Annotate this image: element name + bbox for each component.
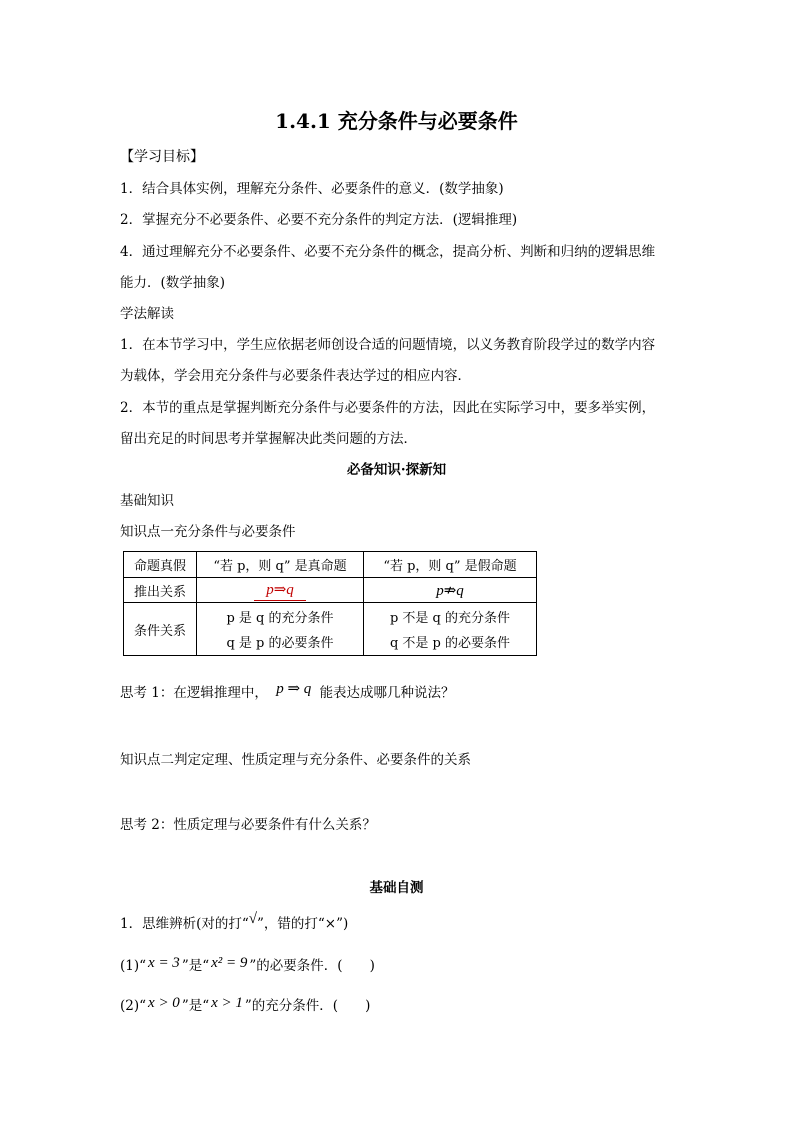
table-cell <box>364 603 537 656</box>
knowledge-point-heading: 知识点一充分条件与必要条件 <box>120 524 296 540</box>
exercise-text: ”的必要条件．( ) <box>249 958 375 974</box>
method-heading: 学法解读 <box>120 306 174 322</box>
objective-item: 1．结合具体实例，理解充分条件、必要条件的意义．(数学抽象) <box>120 181 504 197</box>
not-implies-relation: p⇏q <box>436 582 464 599</box>
think-text: 思考 1：在逻辑推理中， <box>120 685 268 701</box>
objective-item: 能力．(数学抽象) <box>120 275 226 291</box>
formula: x > 0 <box>148 995 180 1011</box>
table-cell <box>364 578 537 603</box>
objective-item: 2．掌握充分不必要条件、必要不充分条件的判定方法．(逻辑推理) <box>120 212 518 228</box>
table-cell: 推出关系 <box>124 578 197 603</box>
table-cell-line: q 不是 p 的必要条件 <box>389 636 511 651</box>
exercise-item <box>120 954 375 975</box>
table-cell-line: p 不是 q 的充分条件 <box>389 611 511 626</box>
implies-relation: p⇒q <box>254 580 306 601</box>
table-cell: “若 p，则 q” 是真命题 <box>197 552 364 578</box>
table-cell-line: p 是 q 的充分条件 <box>226 611 334 626</box>
exercise-text: 1．思维辨析(对的打“ <box>120 916 249 932</box>
table-cell: 条件关系 <box>124 603 197 656</box>
check-mark: √ <box>248 911 257 927</box>
method-line: 为载体，学会用充分条件与必要条件表达学过的相应内容． <box>120 368 471 384</box>
exercise-text: ”是“ <box>181 958 210 974</box>
table-cell <box>197 578 364 603</box>
exercise-text: (1)“ <box>120 958 147 974</box>
exercise-text: ”的充分条件．( ) <box>244 998 371 1014</box>
think-text: 能表达成哪几种说法？ <box>319 685 455 701</box>
table-cell: “若 p，则 q” 是假命题 <box>364 552 537 578</box>
formula: x = 3 <box>148 955 180 971</box>
objectives-heading: 【学习目标】 <box>120 149 204 165</box>
section-heading: 必备知识·探新知 <box>346 462 447 478</box>
page-title: 1.4.1 充分条件与必要条件 <box>275 109 518 133</box>
table-cell <box>197 603 364 656</box>
formula: x > 1 <box>211 995 243 1011</box>
subheading: 基础知识 <box>120 493 174 509</box>
think-question-1 <box>120 681 455 702</box>
exercise-intro <box>120 912 348 933</box>
section-heading: 基础自测 <box>369 880 424 896</box>
think-question-2: 思考 2：性质定理与必要条件有什么关系？ <box>120 817 376 833</box>
table-cell-line: q 是 p 的必要条件 <box>226 636 334 651</box>
method-line: 留出充足的时间思考并掌握解决此类问题的方法． <box>120 431 417 447</box>
method-line: 2．本节的重点是掌握判断充分条件与必要条件的方法，因此在实际学习中，要多举实例， <box>120 400 656 416</box>
knowledge-point-heading: 知识点二判定定理、性质定理与充分条件、必要条件的关系 <box>120 752 471 768</box>
condition-table <box>123 551 537 656</box>
table-cell: 命题真假 <box>124 552 197 578</box>
exercise-text: ”，错的打“×”) <box>257 916 349 932</box>
exercise-item <box>120 994 370 1015</box>
method-line: 1．在本节学习中，学生应依据老师创设合适的问题情境，以义务教育阶段学过的数学内容 <box>120 337 656 353</box>
exercise-text: (2)“ <box>120 998 147 1014</box>
formula: p ⇒ q <box>276 681 312 697</box>
objective-item: 4．通过理解充分不必要条件、必要不充分条件的概念，提高分析、判断和归纳的逻辑思维 <box>120 244 656 260</box>
exercise-text: ”是“ <box>181 998 210 1014</box>
formula: x² = 9 <box>211 955 248 971</box>
